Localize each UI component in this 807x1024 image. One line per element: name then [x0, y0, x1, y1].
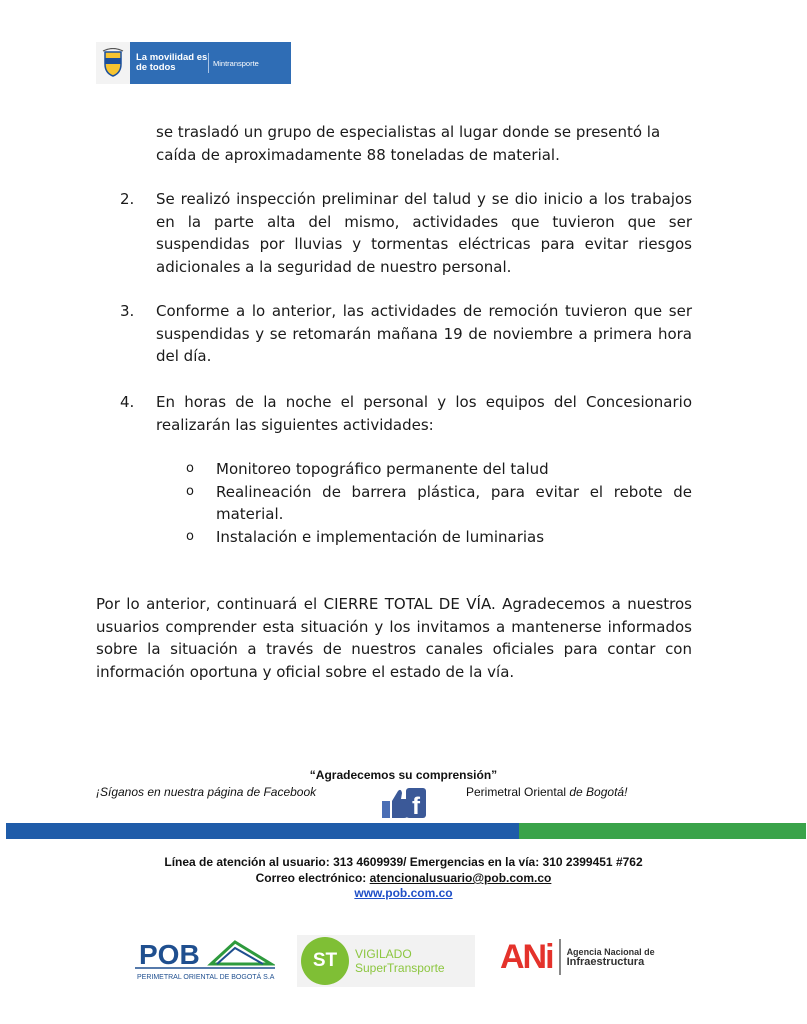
svg-text:f: f	[412, 793, 420, 820]
email-link[interactable]: atencionalusuario@pob.com.co	[369, 871, 552, 885]
bullet-circle: o	[186, 461, 194, 476]
footer-band-green	[519, 823, 806, 839]
pob-logo	[135, 934, 275, 984]
sublist-text: Monitoreo topográfico permanente del talud	[216, 460, 549, 478]
sublist-text: Realineación de barrera plástica, para evitar el rebote de material.	[216, 482, 692, 523]
ani-text	[567, 947, 655, 967]
list-item-2	[120, 188, 692, 278]
st-line2: SuperTransporte	[355, 961, 445, 975]
page-name-city: de Bogotá!	[569, 785, 628, 799]
bullet-circle: o	[186, 528, 194, 544]
list-number: 3.	[120, 302, 135, 320]
ani-line2: Infraestructura	[566, 956, 645, 968]
list-number: 2.	[120, 190, 135, 208]
email-label: Correo electrónico:	[255, 871, 370, 885]
header-logo	[96, 42, 291, 84]
follow-page-name	[466, 785, 627, 799]
activities-sublist	[186, 458, 692, 548]
list-text: En horas de la noche el personal y los equipos del Concesionario realizarán las siguientes actividades:	[156, 393, 692, 434]
hotline-line: Línea de atención al usuario: 313 4609939/ Emergencias en la vía: 310 2399451 #762	[164, 855, 643, 869]
list-text: Se realizó inspección preliminar del talud y se dio inicio a los trabajos en la parte alta del mismo, actividades que tuvieron que ser suspendidas por lluvias y tormentas eléctricas para evitar riesgos adicionales a la seguridad de nuestro personal.	[156, 190, 692, 276]
bullet-circle: o	[186, 483, 194, 499]
header-ministry: Mintransporte	[208, 53, 259, 73]
page-name: Perimetral Oriental	[466, 785, 570, 799]
pob-name: POB	[139, 939, 200, 970]
list-item-3	[120, 300, 692, 368]
closing-paragraph: Por lo anterior, continuará el CIERRE TOTAL DE VÍA. Agradecemos a nuestros usuarios comprender esta situación y los invitamos a mantenerse informados sobre la situación a través de nuestros canales oficiales para contar con información oportuna y oficial sobre el estado de la vía.	[96, 595, 692, 681]
email-line	[0, 870, 807, 886]
colombia-shield-icon	[96, 42, 130, 84]
list-item-4	[120, 391, 692, 436]
st-text	[355, 947, 445, 975]
website-link[interactable]: www.pob.com.co	[354, 886, 453, 900]
sublist-item	[186, 526, 692, 549]
sublist-item	[186, 458, 692, 481]
supertransporte-logo	[297, 935, 475, 987]
facebook-like-icon[interactable]	[380, 786, 428, 820]
continuation-paragraph: se trasladó un grupo de especialistas al lugar donde se presentó la caída de aproximadamente 88 toneladas de material.	[156, 123, 661, 164]
pob-subtitle: PERIMETRAL ORIENTAL DE BOGOTÁ S.A.S.	[137, 974, 275, 981]
footer-band-blue	[6, 823, 519, 839]
st-line1: VIGILADO	[355, 947, 412, 961]
st-mark: ST	[301, 937, 349, 985]
ani-line1: Agencia Nacional de	[566, 947, 655, 957]
ani-divider	[559, 939, 561, 975]
sublist-item	[186, 481, 692, 526]
follow-facebook-text: ¡Síganos en nuestra página de Facebook	[96, 785, 317, 799]
ani-logo	[500, 932, 670, 982]
list-number: 4.	[120, 393, 135, 411]
list-text: Conforme a lo anterior, las actividades de remoción tuvieron que ser suspendidas y se retomarán mañana 19 de noviembre a primera hora del día.	[156, 302, 692, 365]
thanks-line: “Agradecemos su comprensión”	[309, 768, 498, 782]
header-banner	[130, 42, 291, 84]
website-line	[0, 885, 807, 901]
ani-mark: ANi	[500, 937, 553, 976]
sublist-text: Instalación e implementación de luminarias	[216, 527, 545, 546]
header-tagline: La movilidad es de todos	[136, 52, 208, 73]
